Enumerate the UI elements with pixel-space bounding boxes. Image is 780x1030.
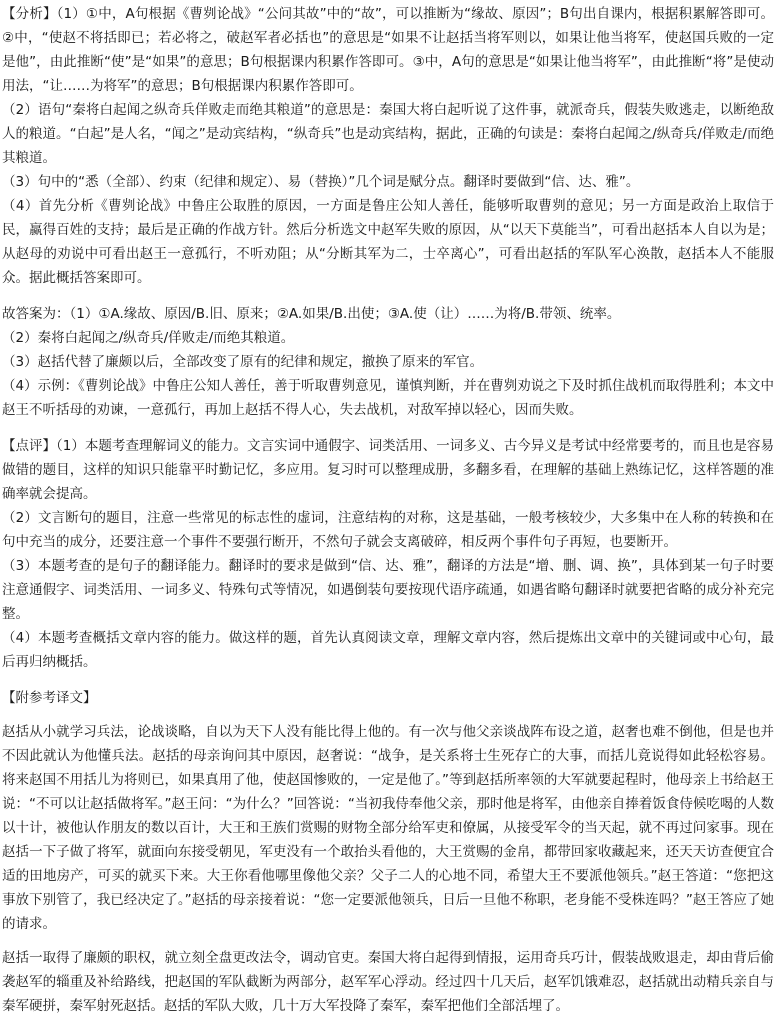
section-gap <box>2 674 774 686</box>
analysis-paragraph-1: 【分析】（1）①中，A句根据《曹刿论战》“公问其故”中的“故”，可以推断为“缘故、原因”；B句出自课内，根据积累解答即可。②中，“使赵不将括即已；若必将之，破赵军者必括也”的意思是“如果不让赵括当将军则以，如果让他当将军，使赵国兵败的一定是他”，由此推断“使”是“如果”的意思；B句根据课内积累作答即可。③中，A句的意思是“如果让他当将军”，由此推断“将”是使动用法，“让……为将军”的意思；B句根据课内积累作答即可。 <box>2 6 774 94</box>
answer-paragraph-4: （4）示例：《曹刿论战》中鲁庄公知人善任，善于听取曹刿意见，谨慎判断，并在曹刿劝说之下及时抓住战机而取得胜利；本文中赵王不听括母的劝谏，一意孤行，再加上赵括不得人心，失去战机，对敌军掉以轻心，因而失败。 <box>2 378 774 418</box>
section-gap <box>2 422 774 434</box>
section-gap <box>2 290 774 302</box>
answer-paragraph-1: 故答案为：（1）①A.缘故、原因/B.旧、原来；②A.如果/B.出使；③A.使（让）……为将/B.带领、统率。 <box>2 306 621 322</box>
translation-paragraph-1: 赵括从小就学习兵法，论战谈略，自以为天下人没有能比得上他的。有一次与他父亲谈战阵布设之道，赵奢也难不倒他，但是也并不因此就认为他懂兵法。赵括的母亲询问其中原因，赵奢说：“战争，是关系将士生死存亡的大事，而括儿竟说得如此轻松容易。将来赵国不用括儿为将则已，如果真用了他，使赵国惨败的，一定是他了。”等到赵括所率领的大军就要起程时，他母亲上书给赵王说：“不可以让赵括做将军。”赵王问：“为什么？”回答说：“当初我侍奉他父亲，那时他是将军，由他亲自捧着饭食侍候吃喝的人数以十计，被他认作朋友的数以百计，大王和王族们赏赐的财物全部分给军吏和僚属，从接受军令的当天起，就不再过问家事。现在赵括一下子做了将军，就面向东接受朝见，军吏没有一个敢抬头看他的，大王赏赐的金帛，都带回家收藏起来，还天天访查便宜合适的田地房产，可买的就买下来。大王你看他哪里像他父亲？父子二人的心地不同，希望大王不要派他领兵。”赵王答道：“您把这事放下别管了，我已经决定了。”赵括的母亲接着说：“您一定要派他领兵，日后一旦他不称职，老身能不受株连吗？”赵王答应了她的请求。 <box>2 724 774 932</box>
analysis-paragraph-3: （3）句中的“悉（全部）、约束（纪律和规定）、易（替换）”几个词是赋分点。翻译时要做到“信、达、雅”。 <box>2 174 640 190</box>
comment-paragraph-4: （4）本题考查概括文章内容的能力。做这样的题，首先认真阅读文章，理解文章内容，然后提炼出文章中的关键词或中心句，最后再归纳概括。 <box>2 630 774 670</box>
analysis-section <box>2 2 774 290</box>
translation-header: 【附参考译文】 <box>2 690 97 706</box>
comment-paragraph-1: 【点评】（1）本题考查理解词义的能力。文言实词中通假字、词类活用、一词多义、古今异义是考试中经常要考的，而且也是容易做错的题目，这样的知识只能靠平时勤记忆，多应用。复习时可以整理成册，多翻多看，在理解的基础上熟练记忆，这样答题的准确率就会提高。 <box>2 438 774 502</box>
translation-section <box>2 686 774 1018</box>
answer-paragraph-3: （3）赵括代替了廉颇以后，全部改变了原有的纪律和规定，撤换了原来的军官。 <box>2 354 484 370</box>
answer-paragraph-2: （2）秦将白起闻之/纵奇兵/佯败走/而绝其粮道。 <box>2 330 295 346</box>
section-gap <box>2 936 774 946</box>
comment-paragraph-3: （3）本题考查的是句子的翻译能力。翻译时的要求是做到“信、达、雅”，翻译的方法是“增、删、调、换”，具体到某一句子时要注意通假字、词类活用、一词多义、特殊句式等情况，如遇倒装句要按现代语序疏通，如遇省略句翻译时就要把省略的成分补充完整。 <box>2 558 774 622</box>
section-gap <box>2 710 774 720</box>
analysis-paragraph-4: （4）首先分析《曹刿论战》中鲁庄公取胜的原因，一方面是鲁庄公知人善任，能够听取曹刿的意见；另一方面是政治上取信于民，赢得百姓的支持；最后是正确的作战方针。然后分析选文中赵军失败的原因，从“以天下莫能当”，可看出赵括本人自以为是；从赵母的劝说中可看出赵王一意孤行，不听劝阻；从“分断其军为二，士卒离心”，可看出赵括的军队军心涣散，赵括本人不能服众。据此概括答案即可。 <box>2 198 774 286</box>
comment-paragraph-2: （2）文言断句的题目，注意一些常见的标志性的虚词，注意结构的对称，这是基础，一般考核较少，大多集中在人称的转换和在句中充当的成分，还要注意一个事件不要强行断开，不然句子就会支离破碎，相反两个事件句子再短，也要断开。 <box>2 510 774 550</box>
translation-paragraph-2: 赵括一取得了廉颇的职权，就立刻全盘更改法令，调动官吏。秦国大将白起得到情报，运用奇兵巧计，假装战败退走，却由背后偷袭赵军的辎重及补给路线，把赵国的军队截断为两部分，赵军军心浮动。经过四十几天后，赵军饥饿难忍，赵括就出动精兵亲自与秦军硬拼，秦军射死赵括。赵括的军队大败，几十万大军投降了秦军，秦军把他们全部活埋了。 <box>2 950 774 1014</box>
answer-section <box>2 302 774 422</box>
analysis-paragraph-2: （2）语句“秦将白起闻之纵奇兵佯败走而绝其粮道”的意思是：秦国大将白起听说了这件事，就派奇兵，假装失败逃走，以断绝敌人的粮道。“白起”是人名，“闻之”是动宾结构，“纵奇兵”也是动宾结构，据此，正确的句读是：秦将白起闻之/纵奇兵/佯败走/而绝其粮道。 <box>2 102 774 166</box>
comment-section <box>2 434 774 674</box>
